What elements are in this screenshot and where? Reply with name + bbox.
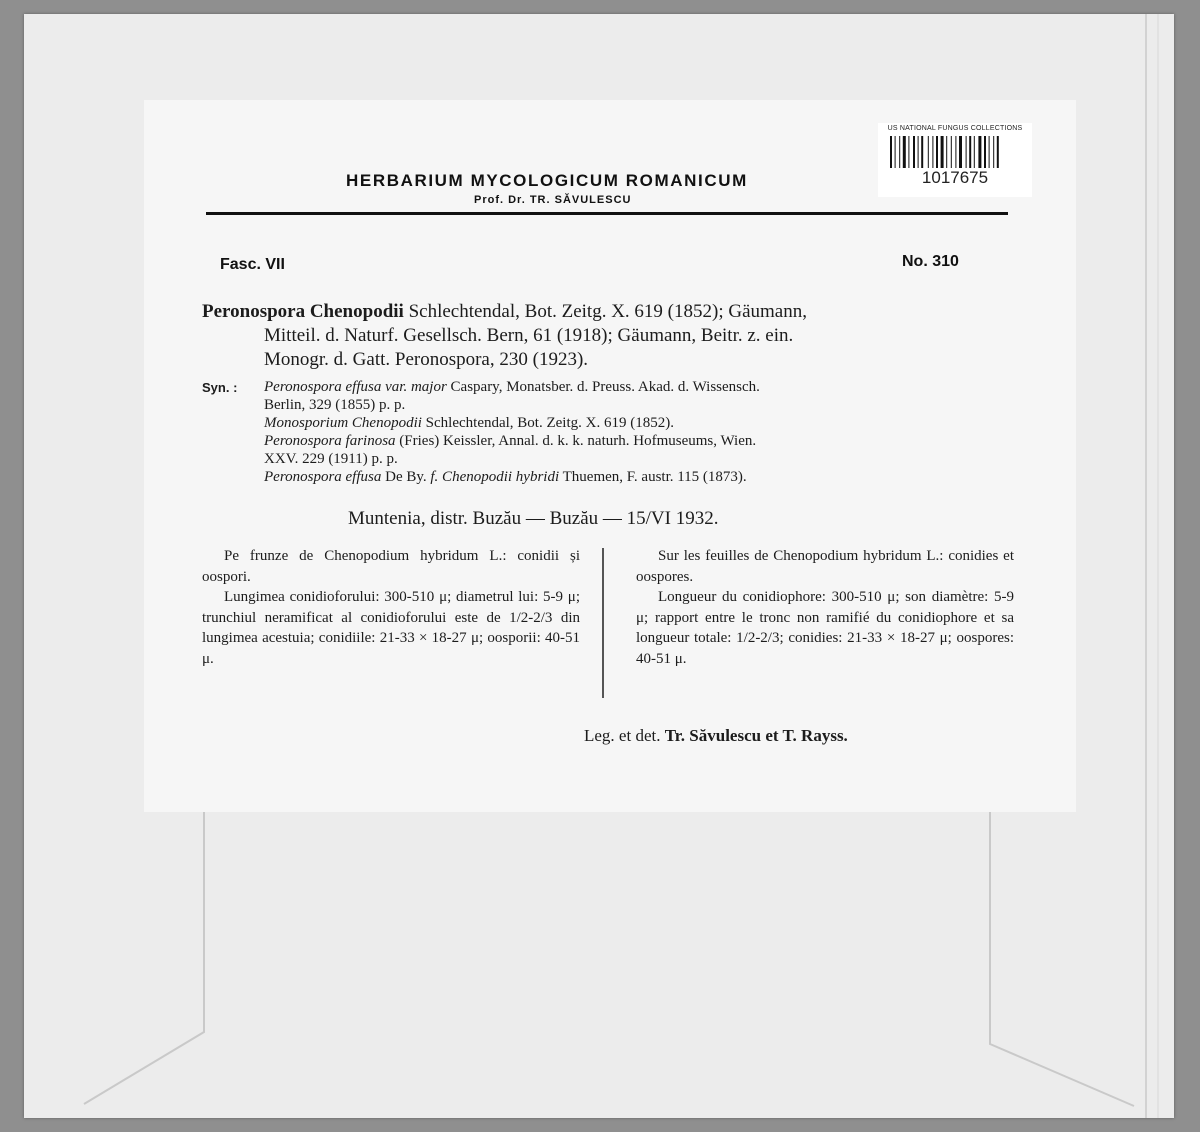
synonym-2-name: Monosporium Chenopodii	[264, 415, 422, 431]
collector-line	[584, 726, 848, 746]
synonym-4-citation: Thuemen, F. austr. 115 (1873).	[559, 469, 747, 485]
romanian-measurements: Lungimea conidioforului: 300-510 μ; diametrul lui: 5-9 μ; trunchiul neramificat al conidioforului este de 1/2-2/3 din lungimea acestuia; conidiile: 21-33 × 18-27 μ; oosporii: 40-51 μ.	[202, 589, 580, 667]
species-reference	[202, 300, 1012, 372]
reference-line-1: Schlechtendal, Bot. Zeitg. X. 619 (1852); Gäumann,	[403, 301, 807, 322]
species-name: Peronospora Chenopodii	[202, 301, 404, 322]
barcode-sticker	[878, 123, 1032, 197]
french-measurements: Longueur du conidiophore: 300-510 μ; son diamètre: 5-9 μ; rapport entre le tronc non ramifié du conidiophore et sa longueur totale: 1/2-2/3; conidies: 21-33 × 18-27 μ; oospores: 40-51 μ.	[636, 589, 1014, 667]
reference-line-2: Mitteil. d. Naturf. Gesellsch. Bern, 61 (1918); Gäumann, Beitr. z. ein.	[264, 325, 794, 346]
synonym-4-form: f. Chenopodii hybridi	[430, 469, 560, 485]
barcode-number: 1017675	[921, 168, 989, 187]
synonym-1-continued: Berlin, 329 (1855) p. p.	[264, 397, 406, 413]
synonym-3-citation: (Fries) Keissler, Annal. d. k. k. naturh. Hofmuseums, Wien.	[395, 433, 757, 449]
synonym-3-name: Peronospora farinosa	[264, 433, 396, 449]
collector-names: Tr. Săvulescu et T. Rayss.	[664, 726, 848, 745]
synonym-4-name: Peronospora effusa	[264, 469, 382, 485]
reference-line-3: Monogr. d. Gatt. Peronospora, 230 (1923).	[264, 349, 589, 370]
romanian-description	[202, 546, 580, 669]
barcode-icon	[890, 136, 1022, 168]
synonym-1-citation: Caspary, Monatsber. d. Preuss. Akad. d. Wissensch.	[446, 379, 760, 395]
fascicle: Fasc. VII	[220, 256, 285, 273]
synonym-4-author: De By.	[381, 469, 431, 485]
synonyms-label: Syn. :	[202, 380, 238, 395]
french-description	[636, 546, 1014, 669]
specimen-number: No. 310	[902, 253, 959, 270]
synonym-1-name: Peronospora effusa var. major	[264, 379, 447, 395]
barcode-org: US NATIONAL FUNGUS COLLECTIONS	[887, 125, 1023, 132]
collection-locality: Muntenia, distr. Buzău — Buzău — 15/VI 1932.	[348, 508, 719, 529]
column-divider	[602, 548, 604, 698]
french-host: Sur les feuilles de Chenopodium hybridum L.: conidies et oospores.	[636, 548, 1014, 585]
header-rule	[206, 212, 1008, 215]
synonyms	[202, 378, 1012, 486]
synonym-2-citation: Schlechtendal, Bot. Zeitg. X. 619 (1852).	[421, 415, 674, 431]
romanian-host: Pe frunze de Chenopodium hybridum L.: conidii și oospori.	[202, 548, 580, 585]
synonym-3-continued: XXV. 229 (1911) p. p.	[264, 451, 398, 467]
herbarium-title: HERBARIUM MYCOLOGICUM ROMANICUM	[346, 171, 748, 190]
collector-prefix: Leg. et det.	[584, 726, 665, 745]
herbarium-subtitle: Prof. Dr. TR. SĂVULESCU	[474, 194, 632, 206]
